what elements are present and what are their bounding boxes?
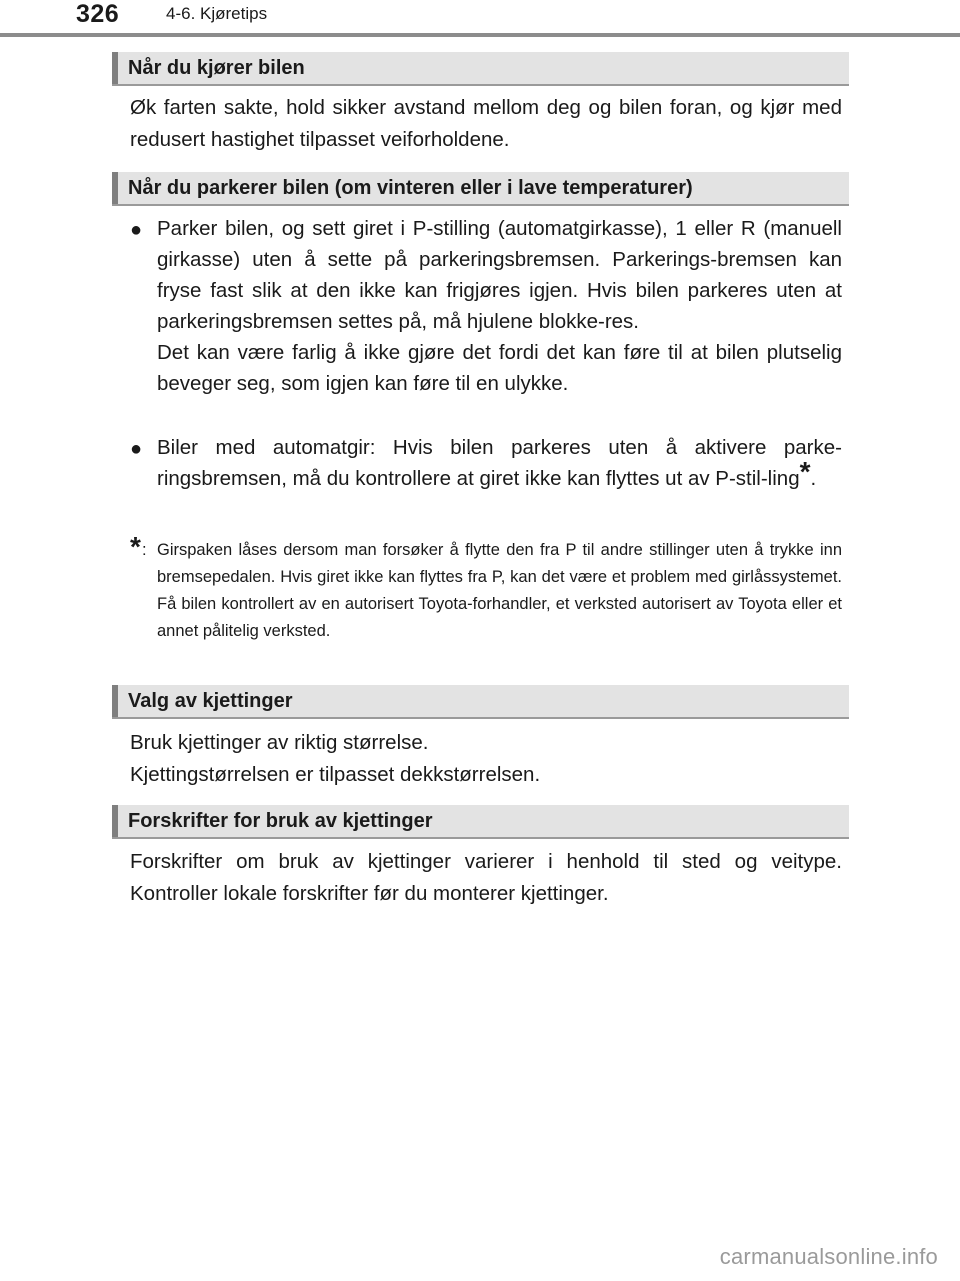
page-header xyxy=(0,0,960,38)
heading-parking xyxy=(112,172,849,206)
parking-bullet-2 xyxy=(130,432,842,494)
footnote-asterisk: * xyxy=(799,456,811,487)
watermark: carmanualsonline.info xyxy=(719,1244,938,1269)
chains-paragraph xyxy=(130,727,842,791)
footnote-mark: * xyxy=(130,531,141,562)
driving-paragraph xyxy=(130,92,842,156)
heading-chains-title: Valg av kjettinger xyxy=(128,690,293,712)
page-number: 326 xyxy=(76,0,120,28)
regulations-text: Forskrifter om bruk av kjettinger varierer i henhold til sted og veitype. Kontroller lokale forskrifter før du monterer kjettinger. xyxy=(130,850,842,905)
parking-bullet-2-text xyxy=(157,432,842,494)
chains-line-2: Kjettingstørrelsen er tilpasset dekkstørrelsen. xyxy=(130,763,541,786)
heading-accent-bar xyxy=(112,52,118,84)
heading-regulations xyxy=(112,805,849,839)
heading-accent-bar xyxy=(112,805,118,837)
bullet-icon: ● xyxy=(130,438,143,460)
heading-driving xyxy=(112,52,849,86)
parking-bullet-2-body: Biler med automatgir: Hvis bilen parkeres uten å aktivere parke-ringsbremsen, må du kontrollere at giret ikke kan flyttes ut av P-stil-ling xyxy=(157,436,842,490)
parking-bullet-2-end: . xyxy=(810,467,817,490)
heading-chains xyxy=(112,685,849,719)
heading-driving-title: Når du kjører bilen xyxy=(128,57,305,79)
parking-bullet-1 xyxy=(130,213,842,399)
section-label: 4-6. Kjøretips xyxy=(166,4,268,23)
heading-accent-bar xyxy=(112,172,118,204)
footnote-text: Girspaken låses dersom man forsøker å flytte den fra P til andre stillinger uten å trykke inn bremsepedalen. Hvis giret ikke kan flyttes fra P, kan det være et problem med girlåssystemet. Få bilen kontrollert av en autorisert Toyota-forhandler, et verksted autorisert av Toyota eller et annet pålitelig verksted. xyxy=(157,541,842,640)
heading-regulations-title: Forskrifter for bruk av kjettinger xyxy=(128,810,433,832)
driving-text: Øk farten sakte, hold sikker avstand mellom deg og bilen foran, og kjør med redusert hastighet tilpasset veiforholdene. xyxy=(130,96,842,151)
regulations-paragraph xyxy=(130,846,842,910)
header-divider xyxy=(0,33,960,37)
heading-accent-bar xyxy=(112,685,118,717)
footnote xyxy=(130,531,842,645)
footnote-colon: : xyxy=(142,541,147,559)
parking-bullet-1-text: Parker bilen, og sett giret i P-stilling (automatgirkasse), 1 eller R (manuell girkasse) uten å sette på parkeringsbremsen. Parkerings-bremsen kan fryse fast slik at den ikke kan frigjøres igjen. Hvis bilen parkeres uten at parkeringsbremsen settes på, må hjulene blokke-res. xyxy=(157,217,842,333)
heading-parking-title: Når du parkerer bilen (om vinteren eller i lave temperaturer) xyxy=(128,177,693,199)
bullet-icon: ● xyxy=(130,219,143,241)
chains-line-1: Bruk kjettinger av riktig størrelse. xyxy=(130,731,429,754)
parking-bullet-1-warning: Det kan være farlig å ikke gjøre det fordi det kan føre til at bilen plutselig beveger seg, som igjen kan føre til en ulykke. xyxy=(157,341,842,395)
